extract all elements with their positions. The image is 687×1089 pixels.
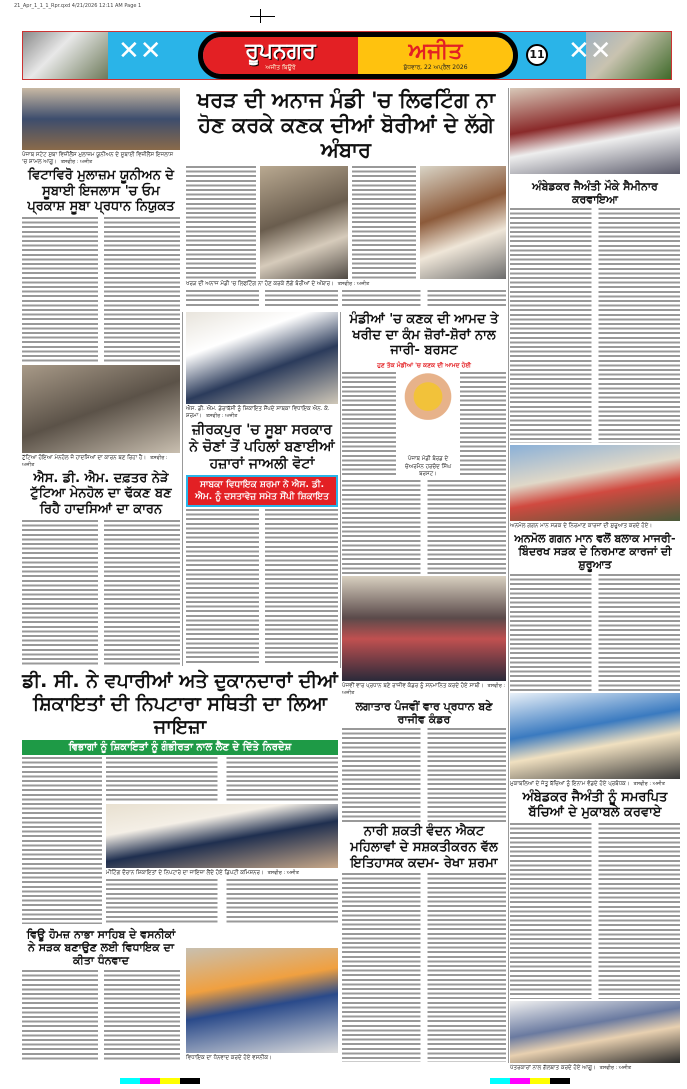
zirakpur-photo <box>186 312 338 404</box>
kandhola-headline: ਲਗਾਤਾਰ ਪੰਜਵੀਂ ਵਾਰ ਪ੍ਰਧਾਨ ਬਣੇ ਰਾਜੀਵ ਕੰਡਰ <box>355 699 493 726</box>
mandi-body <box>460 372 506 478</box>
sdm-headline: ਐਸ. ਡੀ. ਐਮ. ਦਫ਼ਤਰ ਨੇੜੇ ਟੁੱਟਿਆ ਮੇਨਹੋਲ ਦਾ ਢੱਕਣ ਬਣ ਰਿਹੈ ਹਾਦਸਿਆਂ ਦਾ ਕਾਰਨ <box>30 470 172 517</box>
center-column <box>342 312 506 1062</box>
anmol-body <box>510 574 680 691</box>
union-body <box>22 217 180 362</box>
viewhomes-body <box>22 970 180 1062</box>
lead-body <box>352 166 416 279</box>
dc-meeting-photo <box>106 804 338 868</box>
mandi-portrait-row <box>342 372 506 478</box>
ambedkar-kids-caption: ਮੁਕਾਬਲਿਆਂ ਦੇ ਜੇਤੂ ਬੱਚਿਆਂ ਨੂੰ ਇਨਾਮ ਵੰਡਦੇ ਹੋਏ ਪ੍ਰਬੰਧਕ। ਤਸਵੀਰ : ਅਜੀਤ <box>510 780 665 787</box>
ruins-photo <box>22 365 180 453</box>
dc-content-row <box>22 757 338 924</box>
ambedkar-kids-body <box>510 823 680 999</box>
lead-media-row <box>186 166 506 279</box>
decorative-pattern: ✕✕ <box>118 36 162 66</box>
column-divider <box>182 312 183 666</box>
lead-caption: ਖਰੜ ਦੀ ਅਨਾਜ ਮੰਡੀ 'ਚ ਲਿਫਟਿੰਗ ਨਾ ਹੋਣ ਕਰਕੇ ਲੱਗੇ ਬੋਰੀਆਂ ਦੇ ਅੰਬਾਰ। ਤਸਵੀਰ : ਅਜੀਤ <box>186 280 370 287</box>
right-column <box>510 88 680 1072</box>
ambedkar-kids-photo <box>510 693 680 779</box>
zirakpur-headline: ਜ਼ੀਰਕਪੁਰ 'ਚ ਸੂਬਾ ਸਰਕਾਰ ਨੇ ਚੋਣਾਂ ਤੋਂ ਪਹਿਲਾਂ ਬਣਾਈਆਂ ਹਜ਼ਾਰਾਂ ਜਾਅਲੀ ਵੋਟਾਂ <box>189 422 335 472</box>
press-photo <box>510 1001 680 1063</box>
dc-right-block <box>106 757 338 924</box>
seminar-photo <box>510 88 680 174</box>
mandi-body <box>342 480 506 574</box>
lead-photo-official <box>420 166 506 279</box>
print-color-bar <box>120 1078 200 1084</box>
dc-headline: ਡੀ. ਸੀ. ਨੇ ਵਪਾਰੀਆਂ ਅਤੇ ਦੁਕਾਨਦਾਰਾਂ ਦੀਆਂ ਸ਼ਿਕਾਇਤਾਂ ਦੀ ਨਿਪਟਾਰਾ ਸਥਿਤੀ ਦਾ ਲਿਆ ਜਾਇਜ਼ਾ <box>22 670 338 738</box>
seminar-body <box>510 208 680 442</box>
dc-caption: ਮੀਟਿੰਗ ਦੌਰਾਨ ਸ਼ਿਕਾਇਤਾਂ ਦੇ ਨਿਪਟਾਰੇ ਦਾ ਜਾਇਜ਼ਾ ਲੈਂਦੇ ਹੋਏ ਡਿਪਟੀ ਕਮਿਸ਼ਨਰ। ਤਸਵੀਰ : ਅਜੀਤ <box>106 870 300 877</box>
ambedkar-kids-headline: ਅੰਬੇਡਕਰ ਜੈਅੰਤੀ ਨੂੰ ਸਮਰਪਿਤ ਬੱਚਿਆਂ ਦੇ ਮੁਕਾਬਲੇ ਕਰਵਾਏ <box>522 789 668 821</box>
masthead-banner <box>22 31 672 80</box>
decorative-pattern: ✕✕ <box>568 36 612 66</box>
press-caption: ਪੱਤਰਕਾਰਾਂ ਨਾਲ ਗੱਲਬਾਤ ਕਰਦੇ ਹੋਏ ਆਗੂ। ਤਸਵੀਰ : ਅਜੀਤ <box>510 1064 632 1071</box>
mandi-portrait-block <box>400 372 456 478</box>
mandi-portrait-caption: ਪੰਜਾਬ ਮੰਡੀ ਬੋਰਡ ਦੇ ਚੇਅਰਮੈਨ ਹਰਚੰਦ ਸਿੰਘ ਬਰਸਟ। <box>404 456 452 477</box>
viewhomes-photo-block <box>186 948 338 1062</box>
lead-article <box>186 88 506 308</box>
lead-body <box>342 290 506 308</box>
column-divider <box>340 312 341 668</box>
dc-article <box>22 670 338 924</box>
column-divider <box>508 88 509 1063</box>
dc-body <box>106 879 338 924</box>
file-slug: 21_Apr_1_1_1_Rpr.qxd 4/21/2026 12:11 AM Page 1 <box>14 3 142 9</box>
lead-body-row <box>186 290 506 308</box>
kandhola-photo <box>342 576 506 681</box>
viewhomes-caption: ਵਿਧਾਇਕ ਦਾ ਧੰਨਵਾਦ ਕਰਦੇ ਹੋਏ ਵਸਨੀਕ। <box>186 1054 272 1061</box>
edition-label: ਅਜੀਤ ਬਿਊਰੋ <box>265 63 296 71</box>
union-caption: ਪੰਜਾਬ ਸਟੇਟ ਸੁਬਾ ਵਿਜ਼ੀਲੈਂਸ ਮੁਲਾਜ਼ਮ ਯੂਨੀਅਨ ਦੇ ਸੂਬਾਈ ਵਿਜ਼ੀਲੈਂਸ ਇਜਲਾਸ 'ਚ ਸ਼ਾਮਲ ਆਗੂ। ਤਸਵੀਰ : ਅਜੀਤ <box>22 152 174 166</box>
mandi-portrait <box>400 372 456 455</box>
anmol-caption: ਅਨਮੋਲ ਗਗਨ ਮਾਨ ਸੜਕ ਦੇ ਨਿਰਮਾਣ ਕਾਰਜਾਂ ਦੀ ਸ਼ੁਰੂਆਤ ਕਰਦੇ ਹੋਏ। <box>510 522 653 529</box>
zirakpur-caption: ਐਸ. ਡੀ. ਐਮ. ਡੇਰਾਬੱਸੀ ਨੂੰ ਸ਼ਿਕਾਇਤ ਸੌਂਪਦੇ ਸਾਬਕਾ ਵਿਧਾਇਕ ਐਨ. ਕੇ. ਸ਼ਰਮਾ। ਤਸਵੀਰ : ਅਜੀਤ <box>186 406 330 420</box>
print-color-bar <box>490 1078 570 1084</box>
sdm-body <box>22 520 180 665</box>
dc-body <box>22 757 102 924</box>
issue-date: ਬੁੱਧਵਾਰ, 22 ਅਪ੍ਰੈਲ 2026 <box>403 63 468 71</box>
lead-body <box>186 166 256 279</box>
masthead-title <box>198 32 518 79</box>
union-headline: ਵਿਟਾਵਿਰੋ ਮੁਲਾਜ਼ਮ ਯੂਨੀਅਨ ਦੇ ਸੂਬਾਈ ਇਜਲਾਸ 'ਚ ਓਮ ਪ੍ਰਕਾਸ਼ ਸੂਬਾ ਪ੍ਰਧਾਨ ਨਿਯੁਕਤ <box>27 168 175 215</box>
kandhola-body <box>342 728 506 822</box>
anmol-headline: ਅਨਮੋਲ ਗਗਨ ਮਾਨ ਵਲੋਂ ਬਲਾਕ ਮਾਜਰੀ-ਬਿੰਦਰਖ ਸੜਕ ਦੇ ਨਿਰਮਾਣ ਕਾਰਜਾਂ ਦੀ ਸ਼ੁਰੂਆਤ <box>514 531 676 572</box>
lead-headline: ਖਰੜ ਦੀ ਅਨਾਜ ਮੰਡੀ 'ਚ ਲਿਫਟਿੰਗ ਨਾ ਹੋਣ ਕਰਕੇ ਕਣਕ ਦੀਆਂ ਬੋਰੀਆਂ ਦੇ ਲੱਗੇ ਅੰਬਾਰ <box>196 88 496 163</box>
union-photo <box>22 88 180 150</box>
seminar-headline: ਅੰਬੇਡਕਰ ਜੈਅੰਤੀ ਮੌਕੇ ਸੈਮੀਨਾਰ ਕਰਵਾਇਆ <box>532 180 658 207</box>
crop-mark <box>250 16 275 17</box>
left-column <box>22 88 180 665</box>
zirakpur-body <box>186 509 338 665</box>
dc-greenbar: ਵਿਭਾਗਾਂ ਨੂੰ ਸ਼ਿਕਾਇਤਾਂ ਨੂੰ ਗੰਭੀਰਤਾ ਨਾਲ ਲੈਣ ਦੇ ਦਿੱਤੇ ਨਿਰਦੇਸ਼ <box>22 740 338 755</box>
nari-headline: ਨਾਰੀ ਸ਼ਕਤੀ ਵੰਦਨ ਐਕਟ ਮਹਿਲਾਵਾਂ ਦੇ ਸਸ਼ਕਤੀਕਰਨ ਵੱਲ ਇਤਿਹਾਸਕ ਕਦਮ- ਰੇਖਾ ਸ਼ਰਮਾ <box>350 824 498 871</box>
nari-body <box>342 873 506 1062</box>
masthead-name-left: ਰੂਪਨਗਰ <box>245 38 316 64</box>
viewhomes-article <box>22 928 180 1062</box>
mandi-body <box>342 372 396 478</box>
mandi-headline: ਮੰਡੀਆਂ 'ਚ ਕਣਕ ਦੀ ਆਮਦ ਤੇ ਖਰੀਦ ਦਾ ਕੰਮ ਜ਼ੋਰਾਂ-ਸ਼ੋਰਾਂ ਨਾਲ ਜਾਰੀ- ਬਰਸਟ <box>349 312 499 359</box>
viewhomes-photo <box>186 948 338 1053</box>
anmol-photo <box>510 445 680 521</box>
dc-body <box>106 757 338 802</box>
masthead-name-right: ਅਜੀਤ <box>408 38 463 64</box>
lead-body <box>186 290 338 308</box>
page-number: 11 <box>526 44 548 66</box>
viewhomes-headline: ਵਿਊ ਹੋਮਜ਼ ਨਾਭਾ ਸਾਹਿਬ ਦੇ ਵਸਨੀਕਾਂ ਨੇ ਸੜਕ ਬਣਾਉਣ ਲਈ ਵਿਧਾਇਕ ਦਾ ਕੀਤਾ ਧੰਨਵਾਦ <box>26 928 176 968</box>
mandi-subline: ਹੁਣ ਤੱਕ ਮੰਡੀਆਂ 'ਚ ਕਣਕ ਦੀ ਆਮਦ ਹੋਈ <box>377 361 471 369</box>
kandhola-caption: ਪੰਜਵੀਂ ਵਾਰ ਪ੍ਰਧਾਨ ਬਣੇ ਰਾਜੀਵ ਕੰਡਰ ਨੂੰ ਸਨਮਾਨਿਤ ਕਰਦੇ ਹੋਏ ਸਾਥੀ। ਤਸਵੀਰ : ਅਜੀਤ <box>342 683 506 697</box>
zirakpur-redbox: ਸਾਬਕਾ ਵਿਧਾਇਕ ਸ਼ਰਮਾ ਨੇ ਐਸ. ਡੀ. ਐਮ. ਨੂੰ ਦਸਤਾਵੇਜ਼ ਸਮੇਤ ਸੌਂਪੀ ਸ਼ਿਕਾਇਤ <box>186 475 338 507</box>
lead-photo-sacks <box>260 166 348 279</box>
zirakpur-article <box>186 312 338 665</box>
ruins-caption: ਟੁੱਟਿਆ ਹੋਇਆ ਮੇਨਹੋਲ ਜੋ ਹਾਦਸਿਆਂ ਦਾ ਕਾਰਨ ਬਣ ਰਿਹਾ ਹੈ। ਤਸਵੀਰ : ਅਜੀਤ <box>22 454 168 468</box>
masthead-photo-left <box>23 32 108 79</box>
